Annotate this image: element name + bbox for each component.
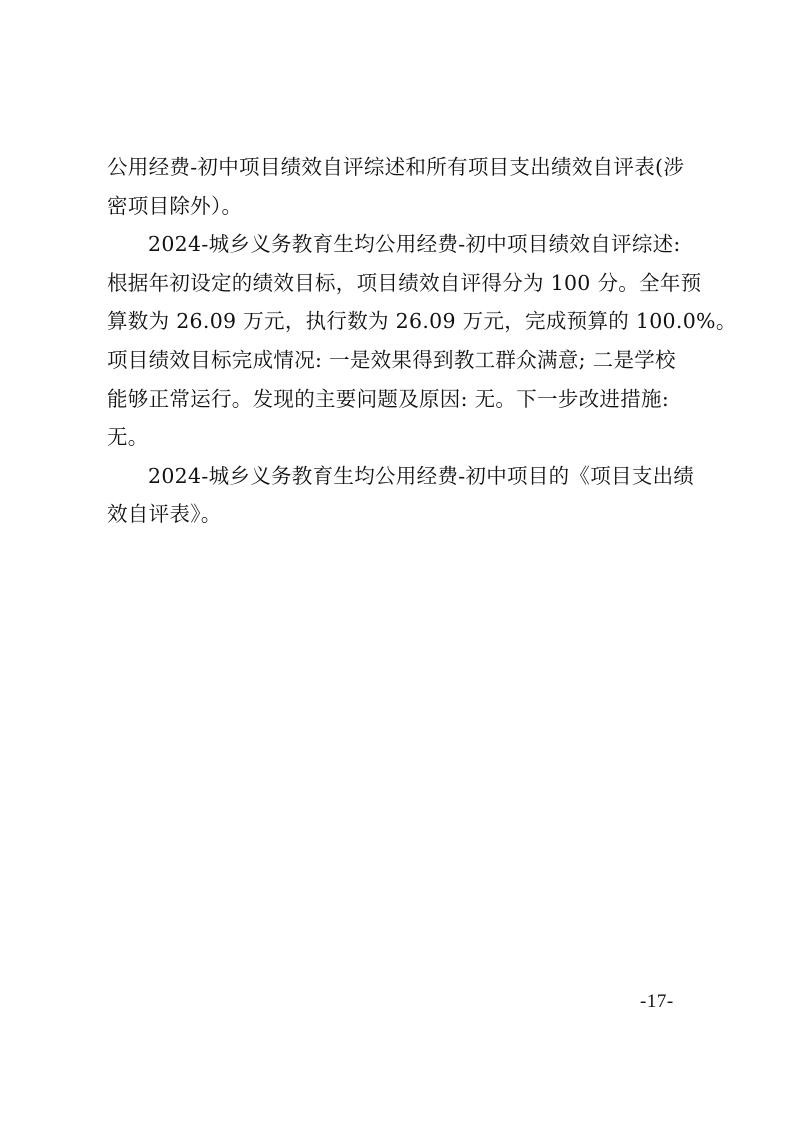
text-line: 无。: [107, 425, 149, 450]
page-number: -17-: [640, 991, 674, 1012]
text-line: 2024-城乡义务教育生均公用经费-初中项目绩效自评综述:: [148, 232, 681, 257]
text-line: 公用经费-初中项目绩效自评综述和所有项目支出绩效自评表(涉: [107, 155, 685, 179]
document-body: [107, 148, 737, 534]
text-line: 能够正常运行。发现的主要问题及原因: 无。下一步改进措施:: [107, 386, 670, 411]
text-line: 密项目除外）。: [107, 193, 243, 218]
paragraph-continuation: [107, 148, 697, 225]
text-line: 效自评表》。: [107, 502, 222, 527]
text-line: 算数为 26.09 万元，执行数为 26.09 万元，完成预算的 100.0%。: [107, 309, 737, 334]
text-line: 根据年初设定的绩效目标，项目绩效自评得分为 100 分。全年预: [107, 270, 702, 295]
paragraph-table-reference: [107, 457, 697, 534]
text-line: 2024-城乡义务教育生均公用经费-初中项目的《项目支出绩: [148, 463, 695, 488]
text-line: 项目绩效目标完成情况: 一是效果得到教工群众满意; 二是学校: [107, 347, 676, 372]
paragraph-summary: [107, 225, 737, 457]
